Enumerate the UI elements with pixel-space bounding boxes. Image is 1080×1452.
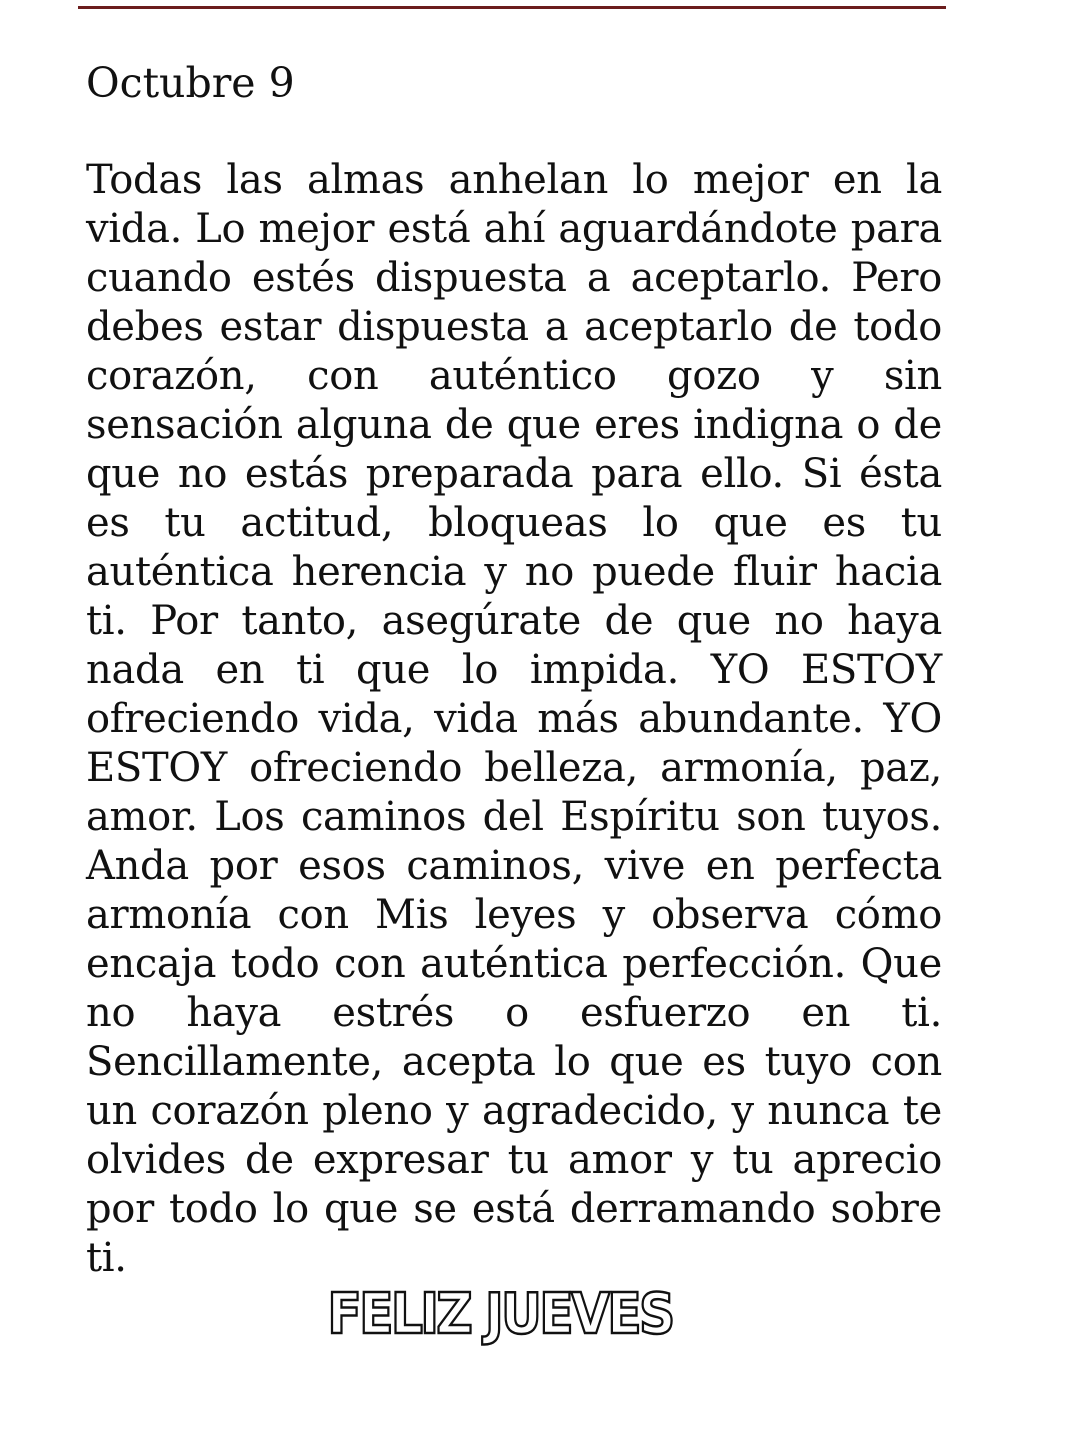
greeting-banner: FELIZ JUEVES xyxy=(327,1282,673,1347)
devotional-paragraph: Todas las almas anhelan lo mejor en la vida. Lo mejor está ahí aguardándote para cuando estés dispuesta a aceptarlo. Pero debes estar dispuesta a aceptarlo de todo corazón, con auténtico gozo y sin sensación alguna de que eres indigna o de que no estás preparada para ello. Si ésta es tu actitud, bloqueas lo que es tu auténtica herencia y no puede fluir hacia ti. Por tanto, asegúrate de que no haya nada en ti que lo impida. YO ESTOY ofreciendo vida, vida más abundante. YO ESTOY ofreciendo belleza, armonía, paz, amor. Los caminos del Espíritu son tuyos. Anda por esos caminos, vive en perfecta armonía con Mis leyes y observa cómo encaja todo con auténtica perfección. Que no haya estrés o esfuerzo en ti. Sencillamente, acepta lo que es tuyo con un corazón pleno y agradecido, y nunca te olvides de expresar tu amor y tu aprecio por todo lo que se está derramando sobre ti. xyxy=(86,157,942,1281)
entry-date: Octubre 9 xyxy=(86,59,295,107)
top-divider-rule xyxy=(78,6,946,9)
